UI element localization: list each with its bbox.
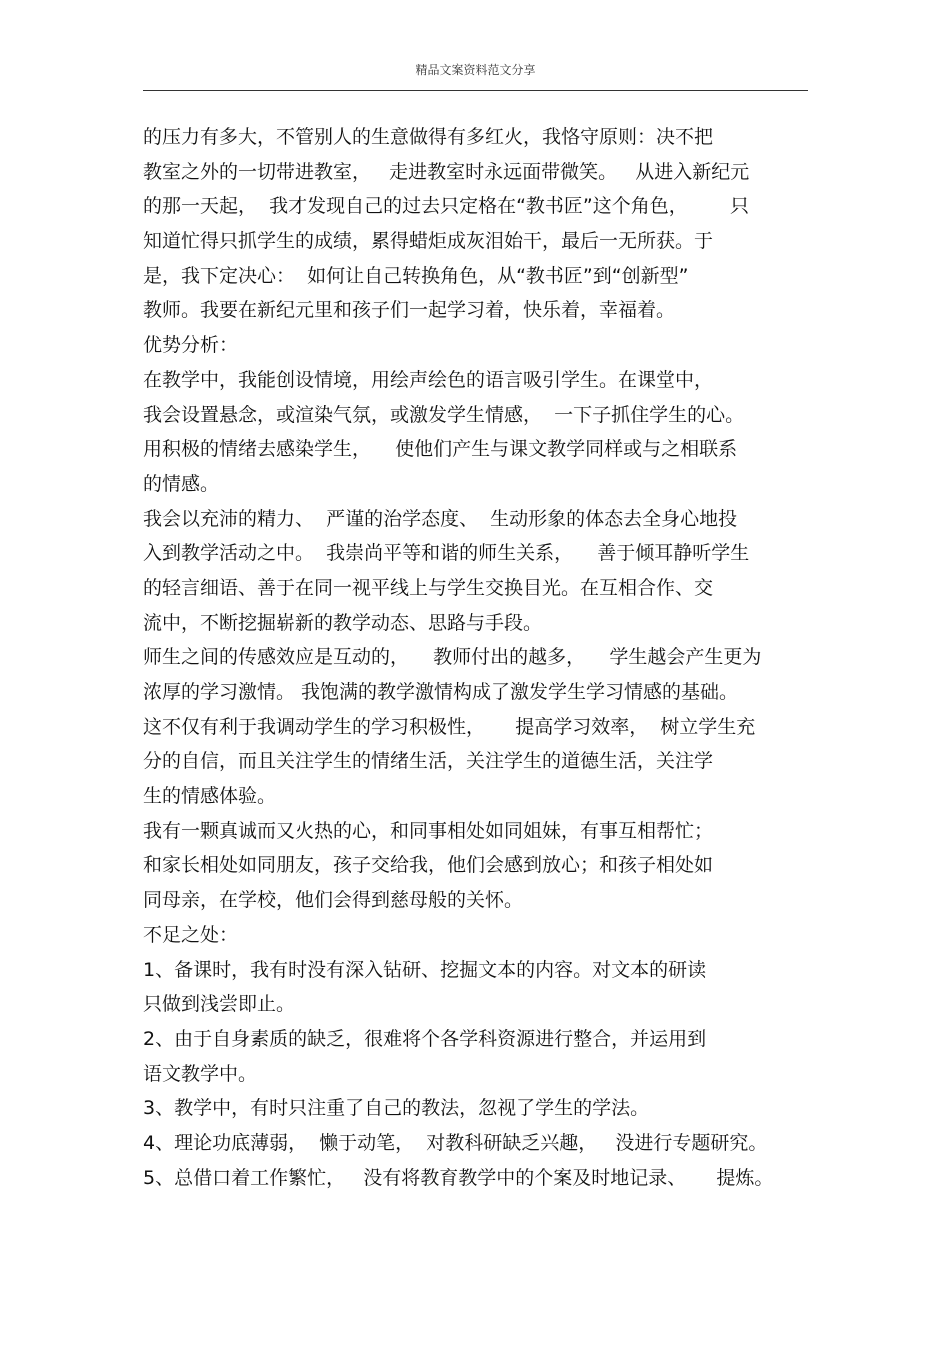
list-item: 2、由于自身素质的缺乏，很难将个各学科资源进行整合，并运用到	[143, 1027, 707, 1050]
list-item: 只做到浅尝即止。	[143, 993, 296, 1016]
text-line: 我会以充沛的精力、 严谨的治学态度、 生动形象的体态去全身心地投	[143, 507, 738, 530]
list-item: 4、理论功底薄弱， 懒于动笔， 对教科研缺乏兴趣， 没进行专题研究。	[143, 1131, 768, 1154]
text-line: 教室之外的一切带进教室， 走进教室时永远面带微笑。 从进入新纪元	[143, 160, 750, 183]
text-line: 我有一颗真诚而又火热的心，和同事相处如同姐妹，有事互相帮忙；	[143, 819, 714, 842]
section-heading-weaknesses: 不足之处：	[143, 923, 239, 946]
text-line: 的那一天起， 我才发现自己的过去只定格在“教书匠”这个角色， 只	[143, 195, 750, 218]
list-item: 5、总借口着工作繁忙， 没有将教育教学中的个案及时地记录、 提炼。	[143, 1166, 774, 1189]
page-header: 精品文案资料范文分享	[415, 63, 536, 77]
text-line: 在教学中，我能创设情境，用绘声绘色的语言吸引学生。在课堂中，	[143, 368, 714, 391]
text-line: 师生之间的传感效应是互动的， 教师付出的越多， 学生越会产生更为	[143, 646, 762, 669]
section-heading-strengths: 优势分析：	[143, 334, 239, 357]
text-line: 这不仅有利于我调动学生的学习积极性， 提高学习效率， 树立学生充	[143, 715, 756, 738]
text-line: 用积极的情绪去感染学生， 使他们产生与课文教学同样或与之相联系	[143, 438, 738, 461]
text-line: 的轻言细语、善于在同一视平线上与学生交换目光。在互相合作、交	[143, 576, 714, 599]
text-line: 分的自信，而且关注学生的情绪生活，关注学生的道德生活，关注学	[143, 750, 714, 773]
list-item: 3、教学中，有时只注重了自己的教法，忽视了学生的学法。	[143, 1097, 650, 1120]
text-line: 是，我下定决心： 如何让自己转换角色，从“教书匠”到“创新型”	[143, 264, 689, 287]
document-body	[143, 120, 823, 1195]
text-line: 我会设置悬念，或渲染气氛，或激发学生情感， 一下子抓住学生的心。	[143, 403, 745, 426]
text-line: 浓厚的学习激情。 我饱满的教学激情构成了激发学生学习情感的基础。	[143, 681, 739, 703]
text-line: 知道忙得只抓学生的成绩，累得蜡炬成灰泪始干，最后一无所获。于	[143, 230, 714, 253]
text-line: 和家长相处如同朋友，孩子交给我，他们会感到放心；和孩子相处如	[143, 854, 714, 877]
text-line: 教师。我要在新纪元里和孩子们一起学习着，快乐着，幸福着。	[143, 299, 676, 322]
list-item: 语文教学中。	[143, 1062, 258, 1085]
text-line: 生的情感体验。	[143, 785, 277, 808]
text-line: 的情感。	[143, 472, 220, 495]
text-line: 流中，不断挖掘崭新的教学动态、思路与手段。	[143, 611, 543, 634]
list-item: 1、备课时，我有时没有深入钻研、挖掘文本的内容。对文本的研读	[143, 958, 707, 981]
text-line: 的压力有多大，不管别人的生意做得有多红火，我恪守原则：决不把	[143, 126, 714, 148]
text-line: 入到教学活动之中。 我崇尚平等和谐的师生关系， 善于倾耳静听学生	[143, 542, 750, 565]
text-line: 同母亲，在学校，他们会得到慈母般的关怀。	[143, 889, 524, 912]
header-divider	[143, 90, 808, 91]
